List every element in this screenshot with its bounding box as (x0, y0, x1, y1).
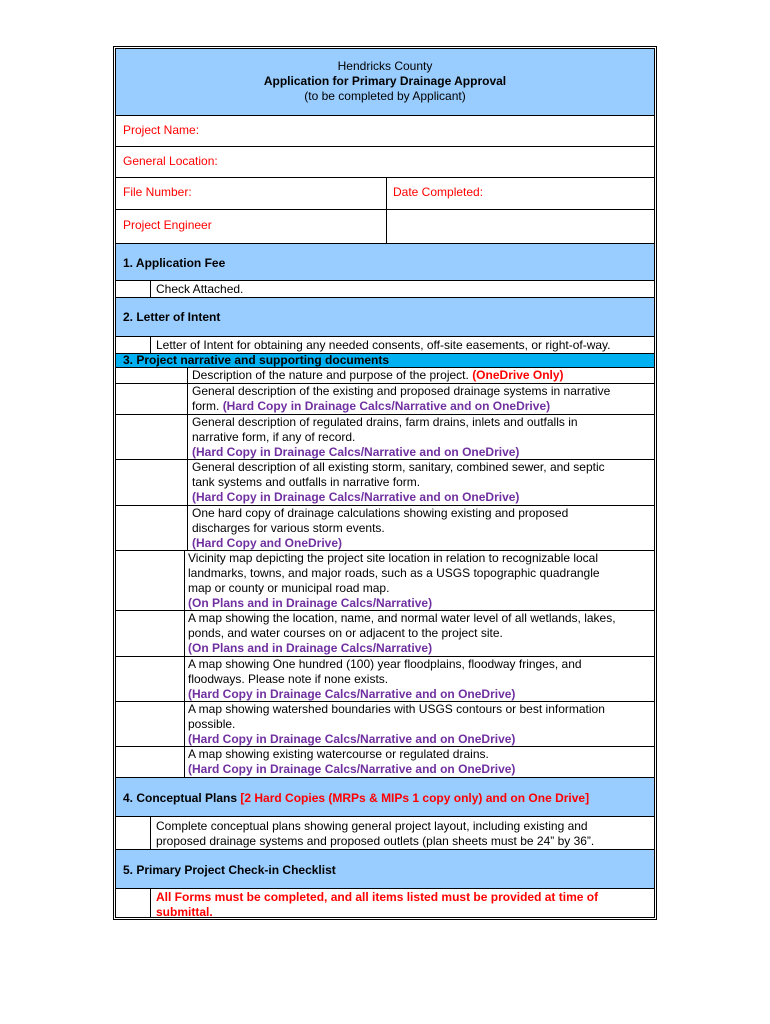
general-location-label: General Location: (123, 154, 218, 168)
item-note: (Hard Copy in Drainage Calcs/Narrative and on OneDrive) (188, 762, 516, 776)
item-text: Letter of Intent for obtaining any needed consents, off-site easements, or right-of-way. (156, 338, 611, 352)
section-5-title: 5. Primary Project Check-in Checklist (123, 863, 336, 877)
check-box[interactable] (116, 657, 185, 701)
date-completed-label: Date Completed: (393, 185, 484, 199)
section-4-item (116, 816, 654, 849)
item-text-line: One hard copy of drainage calculations showing existing and proposed (192, 506, 569, 520)
form-header (116, 49, 654, 115)
item-text-line: narrative form, if any of record. (192, 430, 356, 444)
check-box[interactable] (116, 506, 188, 550)
section-3-item (116, 383, 654, 414)
item-note: (On Plans and in Drainage Calcs/Narrative) (188, 641, 433, 655)
item-text-line: Vicinity map depicting the project site location in relation to recognizable local (188, 551, 599, 565)
general-location-row[interactable] (116, 146, 654, 177)
item-text-line: A map showing existing watercourse or regulated drains. (188, 747, 489, 761)
item-text-line (192, 399, 610, 414)
section-2-item (116, 336, 654, 353)
application-form (113, 46, 657, 920)
item-text-line: landmarks, towns, and major roads, such as a USGS topographic quadrangle (188, 566, 600, 580)
item-note: (Hard Copy in Drainage Calcs/Narrative and on OneDrive) (192, 445, 520, 459)
item-note: (Hard Copy in Drainage Calcs/Narrative and on OneDrive) (188, 687, 516, 701)
check-box[interactable] (116, 368, 188, 383)
item-text-line: map or county or municipal road map. (188, 581, 390, 595)
section-4-title-note: [2 Hard Copies (MRPs & MIPs 1 copy only) and on One Drive] (240, 791, 590, 805)
project-name-label: Project Name: (123, 123, 200, 137)
item-text-line: floodways. Please note if none exists. (188, 672, 389, 686)
item-text: Check Attached. (156, 282, 244, 296)
item-text-line: Complete conceptual plans showing general project layout, including existing and (156, 819, 588, 833)
section-4-title-text: 4. Conceptual Plans (123, 791, 238, 805)
project-engineer-label: Project Engineer (123, 218, 212, 232)
item-text (192, 368, 564, 383)
section-3-item (116, 505, 654, 550)
section-3-item (116, 746, 654, 777)
check-box[interactable] (116, 281, 151, 297)
item-text (156, 890, 598, 920)
item-text (192, 460, 605, 505)
item-text (192, 384, 610, 414)
check-box[interactable] (116, 747, 185, 777)
item-note: (Hard Copy in Drainage Calcs/Narrative and on OneDrive) (188, 732, 516, 746)
section-2-header (116, 297, 654, 336)
county-name: Hendricks County (337, 59, 433, 73)
item-text-line: discharges for various storm events. (192, 521, 385, 535)
check-box[interactable] (116, 384, 188, 414)
item-text (156, 819, 594, 849)
item-text-line: form. (192, 399, 220, 413)
section-1-title: 1. Application Fee (123, 256, 226, 270)
section-2-title: 2. Letter of Intent (123, 310, 221, 324)
project-name-row[interactable] (116, 115, 654, 146)
item-text-line: All Forms must be completed, and all items listed must be provided at time of (156, 890, 599, 904)
item-note: (Hard Copy in Drainage Calcs/Narrative and on OneDrive) (192, 490, 520, 504)
item-note: (Hard Copy in Drainage Calcs/Narrative and on OneDrive) (222, 399, 551, 413)
project-engineer-row (116, 209, 654, 243)
file-number-label: File Number: (123, 185, 192, 199)
item-text (192, 506, 568, 551)
item-text (188, 657, 582, 702)
section-3-item (116, 550, 654, 610)
check-box[interactable] (116, 460, 188, 505)
file-number-row (116, 177, 654, 209)
item-text (188, 747, 515, 777)
check-box[interactable] (116, 415, 188, 459)
item-text-line: tank systems and outfalls in narrative form. (192, 475, 421, 489)
section-3-item (116, 414, 654, 459)
section-1-item (116, 280, 654, 297)
check-box[interactable] (116, 817, 151, 849)
section-3-item (116, 367, 654, 383)
item-text-line: submittal. (156, 905, 213, 919)
check-box[interactable] (116, 702, 185, 746)
item-text-line: General description of regulated drains, farm drains, inlets and outfalls in (192, 415, 578, 429)
check-box[interactable] (116, 611, 185, 656)
section-3-item (116, 701, 654, 746)
item-text-line: A map showing One hundred (100) year floodplains, floodway fringes, and (188, 657, 582, 671)
column-divider (386, 178, 387, 209)
item-text-line: A map showing the location, name, and normal water level of all wetlands, lakes, (188, 611, 616, 625)
item-note: (Hard Copy and OneDrive) (192, 536, 343, 550)
item-text-line: General description of all existing storm, sanitary, combined sewer, and septic (192, 460, 605, 474)
section-3-item (116, 610, 654, 656)
item-text (188, 611, 616, 656)
column-divider (386, 210, 387, 243)
section-3-item (116, 656, 654, 701)
section-3-title: 3. Project narrative and supporting documents (123, 353, 390, 367)
item-text-line: A map showing watershed boundaries with USGS contours or best information (188, 702, 605, 716)
section-4-header (116, 777, 654, 816)
form-subtitle: (to be completed by Applicant) (304, 89, 466, 103)
item-note: (OneDrive Only) (472, 368, 564, 382)
section-3-header (116, 353, 654, 367)
check-box[interactable] (116, 337, 151, 353)
item-text (188, 702, 605, 747)
section-4-title (123, 791, 589, 805)
section-3-item (116, 459, 654, 505)
section-1-header (116, 243, 654, 280)
check-box[interactable] (116, 889, 151, 917)
section-5-item (116, 888, 654, 917)
form-title: Application for Primary Drainage Approval (263, 74, 507, 88)
item-text (188, 551, 600, 611)
item-text-line: General description of the existing and proposed drainage systems in narrative (192, 384, 611, 398)
section-5-header (116, 849, 654, 888)
check-box[interactable] (116, 551, 185, 610)
item-note: (On Plans and in Drainage Calcs/Narrative) (188, 596, 433, 610)
item-text-line: ponds, and water courses on or adjacent to the project site. (188, 626, 503, 640)
item-text-line: possible. (188, 717, 236, 731)
item-text (192, 415, 578, 460)
item-text-line: Description of the nature and purpose of the project. (192, 368, 469, 382)
item-text-line: proposed drainage systems and proposed outlets (plan sheets must be 24” by 36”. (156, 834, 595, 848)
